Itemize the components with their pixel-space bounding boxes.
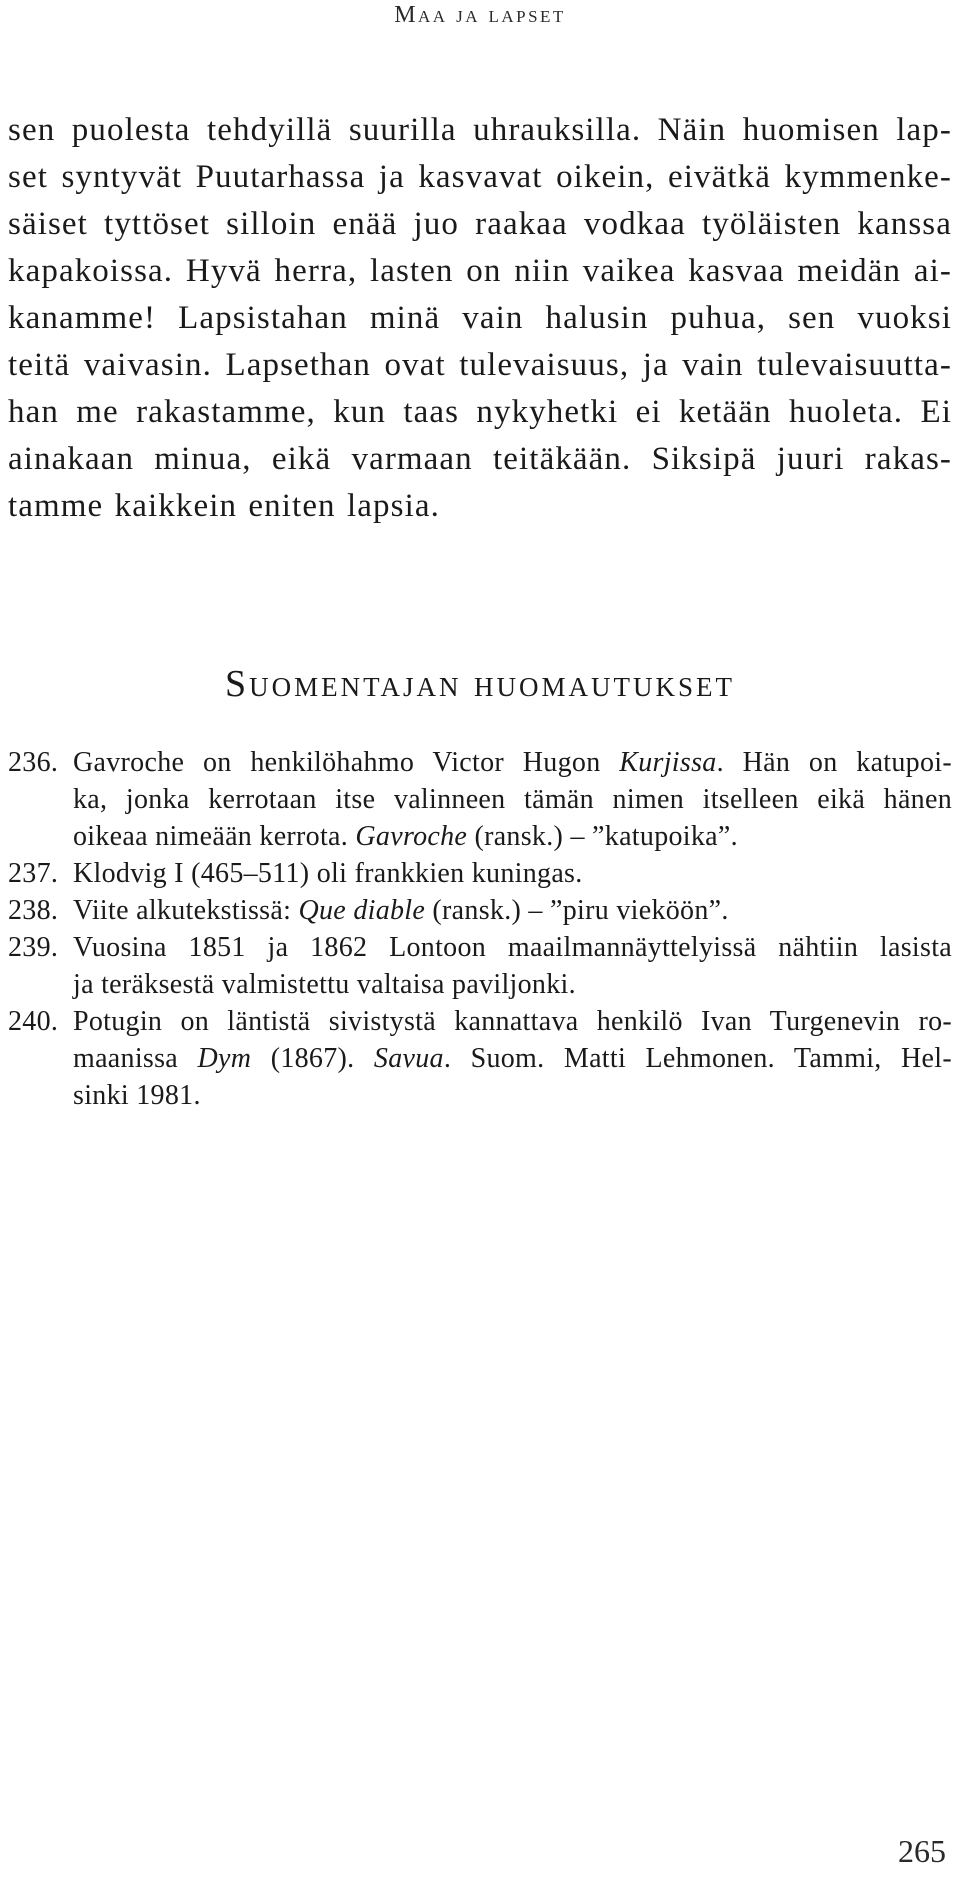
body-line: säiset tyttöset silloin enää juo raakaa vodkaa työläisten kanssa (8, 206, 952, 242)
note-text-run: Viite alkutekstissä: (73, 895, 299, 926)
note-text-run: (ransk.) – ”piru vieköön”. (425, 895, 729, 926)
note-line (73, 1040, 952, 1077)
note-line (73, 818, 952, 855)
body-line: ainakaan minua, eikä varmaan teitäkään. Siksipä juuri rakas- (8, 441, 952, 477)
body-line: set syntyvät Puutarhassa ja kasvavat oikein, eivätkä kymmenke- (8, 159, 952, 195)
note-italic-term: Gavroche (355, 821, 468, 852)
note-text-run: (ransk.) – ”katupoika”. (467, 821, 738, 852)
body-line: teitä vaivasin. Lapsethan ovat tulevaisuus, ja vain tulevaisuutta- (8, 347, 952, 383)
note-line: ka, jonka kerrotaan itse valinneen tämän nimen itselleen eikä hänen (73, 784, 952, 815)
note-239 (8, 929, 952, 1003)
note-italic-title: Dym (197, 1043, 252, 1074)
note-line (73, 744, 952, 781)
note-number: 236. (8, 747, 59, 778)
note-text-run: maanissa (73, 1043, 198, 1074)
notes-list (8, 744, 952, 1114)
body-line: han me rakastamme, kun taas nykyhetki ei ketään huoleta. Ei (8, 394, 952, 430)
note-number: 238. (8, 895, 59, 926)
note-238 (8, 892, 952, 929)
note-line: Potugin on läntistä sivistystä kannattava henkilö Ivan Turgenevin ro- (73, 1006, 952, 1037)
note-236 (8, 744, 952, 855)
body-line: kanamme! Lapsistahan minä vain halusin puhua, sen vuoksi (8, 300, 952, 336)
note-text-run: oikeaa nimeään kerrota. (73, 821, 356, 852)
note-text (8, 744, 952, 855)
note-number: 239. (8, 932, 59, 963)
note-italic-term: Que diable (298, 895, 426, 926)
note-text-run: (1867). (251, 1043, 374, 1074)
note-text-run: . Suom. Matti Lehmonen. Tammi, Hel- (443, 1043, 952, 1074)
note-number: 237. (8, 858, 59, 889)
note-italic-title: Kurjissa (619, 747, 717, 778)
body-line: tamme kaikkein eniten lapsia. (8, 488, 440, 524)
body-line: sen puolesta tehdyillä suurilla uhrauksilla. Näin huomisen lap- (8, 112, 952, 148)
running-head: Maa ja lapset (394, 2, 566, 28)
note-line: sinki 1981. (73, 1080, 201, 1111)
note-237 (8, 855, 952, 892)
note-text (8, 929, 952, 1003)
note-text (8, 1003, 952, 1114)
note-text (8, 892, 952, 929)
note-italic-title: Savua (373, 1043, 444, 1074)
note-240 (8, 1003, 952, 1114)
note-text-run: . Hän on katupoi- (716, 747, 952, 778)
note-line (73, 892, 952, 929)
note-line: Klodvig I (465–511) oli frankkien kuningas. (73, 858, 583, 889)
body-paragraph (8, 107, 952, 530)
note-number: 240. (8, 1006, 59, 1037)
note-text-run: Gavroche on henkilöhahmo Victor Hugon (73, 747, 620, 778)
body-line: kapakoissa. Hyvä herra, lasten on niin vaikea kasvaa meidän ai- (8, 253, 952, 289)
section-heading: Suomentajan huomautukset (225, 663, 735, 705)
note-line: Vuosina 1851 ja 1862 Lontoon maailmannäyttelyissä nähtiin lasista (73, 932, 952, 963)
note-line: ja teräksestä valmistettu valtaisa paviljonki. (73, 969, 576, 1000)
page-number: 265 (898, 1833, 946, 1869)
note-text (8, 855, 952, 892)
